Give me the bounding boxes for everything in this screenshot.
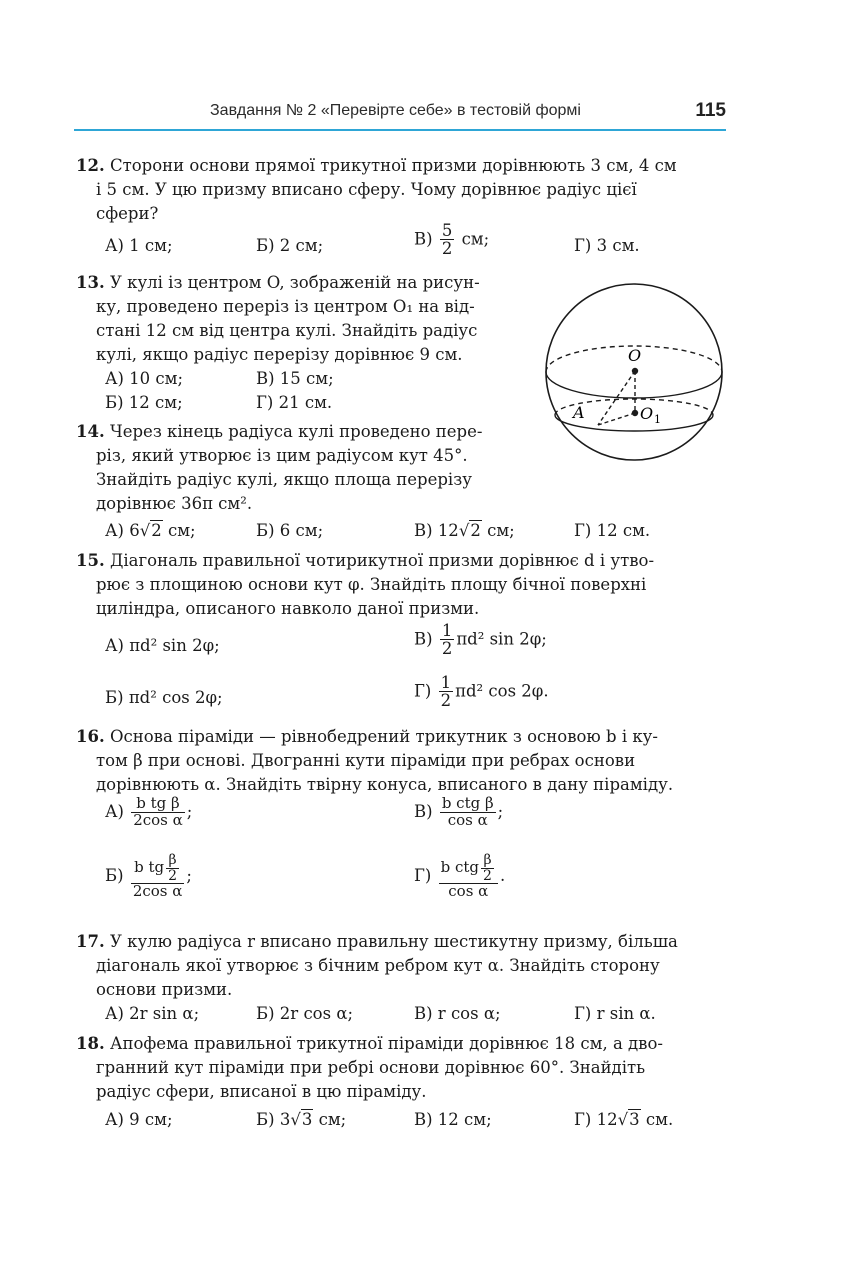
q16-option-b: [105, 853, 192, 900]
q18-line-3: радіус сфери, вписаної в цю піраміду.: [96, 1082, 427, 1101]
q15-option-g-fraction: [439, 674, 454, 710]
coefficient: 6: [129, 521, 140, 540]
punctuation: .: [499, 866, 506, 886]
q17-line-2: діагональ якої утворює з бічним ребром кут α. Знайдіть сторону: [96, 956, 660, 975]
fraction-denominator: 2: [441, 639, 453, 659]
q18-option-g-unit: см.: [645, 1110, 674, 1129]
q18-option-b: [256, 1108, 346, 1132]
page-header: [74, 101, 726, 131]
q18-option-g: [574, 1108, 673, 1132]
q16-option-a-fraction: [131, 796, 185, 829]
coefficient: 12: [437, 521, 459, 540]
q14-line-2: різ, який утворює із цим радіусом кут 45°.: [96, 446, 468, 465]
fraction-numerator: 5: [441, 221, 453, 240]
inner-denominator: 2: [483, 867, 492, 884]
punctuation: ;: [186, 866, 192, 886]
q13-option-a: А) 10 см;: [105, 369, 184, 388]
fraction-numerator: 1: [441, 621, 453, 640]
q15-option-g-expression: πd² cos 2φ.: [455, 681, 549, 701]
q18-line-1: [76, 1032, 663, 1056]
q13-line-2: ку, проведено переріз із центром O₁ на від-: [96, 297, 475, 316]
q13-text-1: У кулі із центром O, зображеній на рисун-: [109, 273, 480, 292]
q18-option-g-value: 12√3: [596, 1110, 640, 1129]
q16-line-3: дорівнюють α. Знайдіть твірну конуса, вписаного в дану піраміду.: [96, 775, 674, 794]
q12-line-3: сфери?: [96, 204, 159, 223]
q16-option-a: [105, 796, 192, 829]
q14-line-4: дорівнює 36π см².: [96, 494, 253, 513]
fraction-denominator: cos α: [448, 882, 489, 901]
point-o: [632, 368, 638, 374]
section-radius-segment: [598, 413, 635, 425]
q14-line-1: [76, 420, 482, 444]
q17-option-b: Б) 2r cos α;: [256, 1004, 354, 1023]
q15-option-a: [105, 634, 220, 658]
q17-line-1: [76, 930, 678, 954]
q16-option-b-label: Б): [105, 866, 124, 886]
q14-option-v: [414, 519, 515, 543]
q18-line-2: гранний кут піраміди при ребрі основи дорівнює 60°. Знайдіть: [96, 1058, 646, 1077]
q14-line-3: Знайдіть радіус кулі, якщо площа перерізу: [96, 470, 472, 489]
q14-option-a-unit: см;: [167, 521, 196, 540]
q18-text-1: Апофема правильної трикутної піраміди дорівнює 18 см, а дво-: [109, 1034, 663, 1053]
coefficient: 3: [279, 1110, 291, 1129]
page-number: 115: [695, 100, 726, 121]
q15-option-v-fraction: [440, 622, 455, 658]
q15-option-v-label: В): [414, 629, 433, 649]
q12-number: 12.: [76, 156, 105, 175]
q16-line-2: том β при основі. Двогранні кути піраміди при ребрах основи: [96, 751, 636, 770]
q13-option-g: Г) 21 см.: [256, 393, 333, 412]
q15-line-3: циліндра, описаного навколо даної призми.: [96, 599, 480, 618]
q14-option-g: Г) 12 см.: [574, 521, 651, 540]
sphere-figure: [540, 282, 730, 464]
q14-option-a-value: 6√2: [129, 521, 162, 540]
q17-option-a: А) 2r sin α;: [105, 1004, 200, 1023]
q18-option-b-unit: см;: [318, 1110, 347, 1129]
q12-line-1: [76, 154, 677, 178]
q16-option-g-label: Г): [414, 866, 432, 886]
q15-line-1: [76, 549, 654, 573]
q16-option-g: [414, 853, 505, 900]
q15-option-a-expression: πd² sin 2φ;: [129, 636, 220, 655]
fraction-denominator: 2: [441, 239, 453, 259]
q12-line-2: і 5 см. У цю призму вписано сферу. Чому дорівнює радіус цієї: [96, 180, 637, 199]
punctuation: ;: [186, 801, 193, 821]
q18-option-b-value: 3√3: [279, 1110, 313, 1129]
fraction-numerator: b tg β: [131, 796, 185, 813]
q14-option-a: [105, 519, 196, 543]
q12-text-1: Сторони основи прямої трикутної призми дорівнюють 3 см, 4 см: [109, 156, 677, 175]
fraction-numerator: [131, 853, 185, 884]
q16-line-1: [76, 725, 658, 749]
point-o1: [632, 410, 638, 416]
radicand: 2: [470, 521, 481, 540]
q17-text-1: У кулю радіуса r вписано правильну шестикутну призму, більша: [109, 932, 678, 951]
fraction-numerator: [439, 853, 498, 884]
fraction-denominator: 2cos α: [133, 810, 183, 829]
inner-denominator: 2: [168, 867, 178, 884]
q17-option-g: Г) r sin α.: [574, 1004, 656, 1023]
q14-number: 14.: [76, 422, 105, 441]
numerator-text: b tg: [134, 858, 165, 877]
q15-option-v-expression: πd² sin 2φ;: [456, 629, 547, 649]
label-o1: O: [640, 404, 654, 423]
q18-option-b-label: Б): [256, 1110, 275, 1129]
q12-option-v-unit: см;: [461, 229, 490, 249]
q18-number: 18.: [76, 1034, 105, 1053]
q17-number: 17.: [76, 932, 105, 951]
inner-fraction: [481, 853, 494, 883]
q14-option-v-label: В): [414, 521, 433, 540]
q15-line-2: рює з площиною основи кут φ. Знайдіть площу бічної поверхні: [96, 575, 647, 594]
q14-option-b: Б) 6 см;: [256, 521, 324, 540]
q12-option-v-fraction: [440, 222, 455, 258]
q18-option-v: В) 12 см;: [414, 1110, 492, 1129]
label-o1-subscript: 1: [654, 413, 661, 426]
q14-option-a-label: А): [105, 521, 124, 540]
q15-number: 15.: [76, 551, 105, 570]
radicand: 3: [301, 1110, 313, 1129]
q18-option-a: А) 9 см;: [105, 1110, 173, 1129]
q12-option-v-label: В): [414, 229, 433, 249]
q16-option-b-fraction: [131, 853, 185, 900]
fraction-denominator: 2cos α: [132, 882, 183, 901]
inner-numerator: β: [166, 853, 179, 869]
q13-option-v: В) 15 см;: [256, 369, 334, 388]
q14-option-v-unit: см;: [487, 521, 515, 540]
coefficient: 12: [596, 1110, 618, 1129]
q16-option-a-label: А): [105, 801, 124, 821]
radicand: 3: [629, 1110, 640, 1129]
numerator-text: b ctg: [440, 858, 480, 877]
inner-fraction: [166, 853, 179, 883]
q12-option-g: Г) 3 см.: [574, 236, 640, 255]
q17-option-v: В) r cos α;: [414, 1004, 501, 1023]
q17-line-3: основи призми.: [96, 980, 233, 999]
q16-number: 16.: [76, 727, 105, 746]
q16-option-v-fraction: [440, 796, 496, 829]
great-circle-front: [546, 372, 722, 398]
q15-option-g-label: Г): [414, 681, 432, 701]
q13-option-b: Б) 12 см;: [105, 393, 183, 412]
inner-numerator: β: [481, 853, 494, 869]
q13-line-1: [76, 271, 480, 295]
q12-option-a: А) 1 см;: [105, 236, 173, 255]
label-a: A: [573, 403, 585, 422]
q16-option-v-label: В): [414, 801, 433, 821]
q15-option-v: [414, 622, 547, 658]
punctuation: ;: [497, 801, 504, 821]
q16-option-v: [414, 796, 503, 829]
q15-option-a-label: А): [105, 636, 124, 655]
label-o: O: [628, 346, 642, 365]
q14-option-v-value: 12√2: [437, 521, 481, 540]
q13-line-4: кулі, якщо радіус перерізу дорівнює 9 см.: [96, 345, 463, 364]
q16-option-g-fraction: [439, 853, 498, 900]
fraction-numerator: 1: [440, 673, 452, 692]
fraction-denominator: cos α: [447, 810, 488, 829]
fraction-numerator: b ctg β: [441, 794, 494, 812]
q13-line-3: стані 12 см від центра кулі. Знайдіть радіус: [96, 321, 478, 340]
q15-option-g: [414, 674, 549, 710]
q15-option-b-expression: πd² cos 2φ;: [128, 688, 223, 707]
radicand: 2: [151, 521, 162, 540]
q12-option-b: Б) 2 см;: [256, 236, 324, 255]
q15-option-b: [105, 686, 223, 710]
fraction-denominator: 2: [440, 691, 452, 711]
q13-number: 13.: [76, 273, 105, 292]
q16-text-1: Основа піраміди — рівнобедрений трикутник з основою b і ку-: [109, 727, 658, 746]
header-title: Завдання № 2 «Перевірте себе» в тестовій формі: [210, 102, 581, 119]
q15-text-1: Діагональ правильної чотирикутної призми дорівнює d і утво-: [109, 551, 655, 570]
q15-option-b-label: Б): [105, 688, 124, 707]
q18-option-g-label: Г): [574, 1110, 592, 1129]
q12-option-v: [414, 222, 489, 258]
q14-text-1: Через кінець радіуса кулі проведено пере-: [109, 422, 483, 441]
